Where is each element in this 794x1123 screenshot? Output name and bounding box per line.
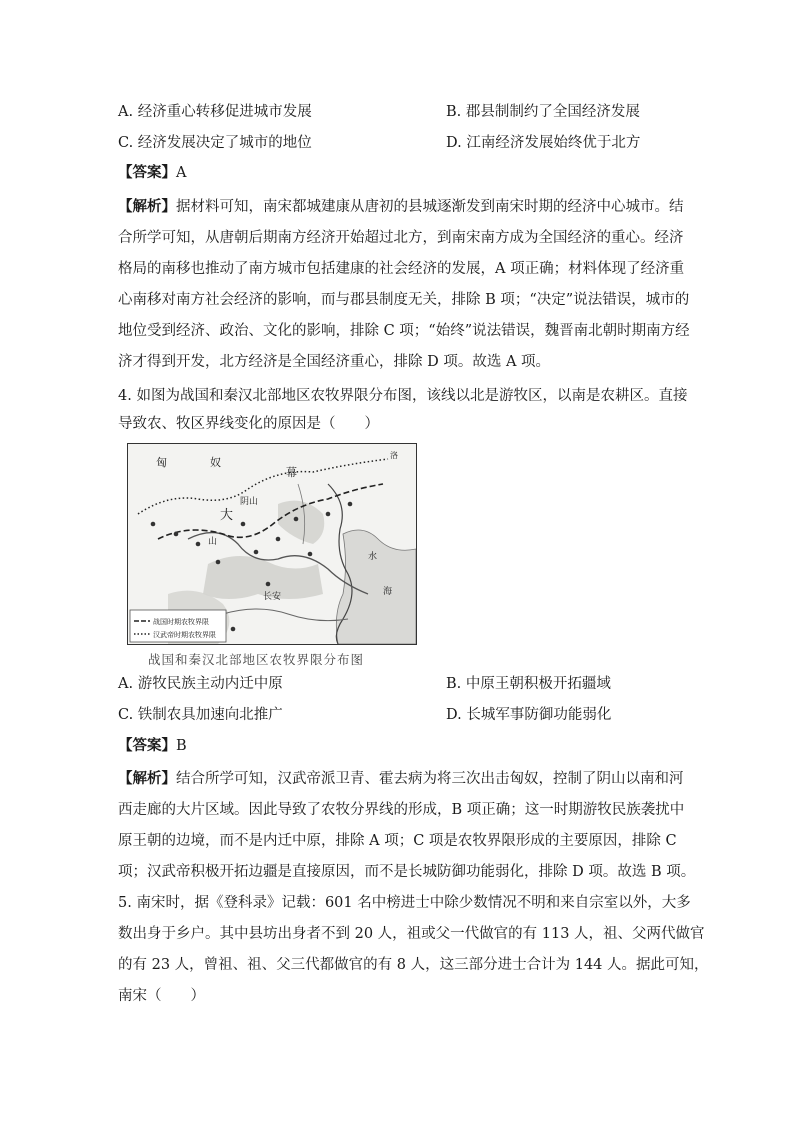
wei-river — [223, 609, 348, 621]
q3-analysis-line: 心南移对南方社会经济的影响，而与郡县制度无关，排除 B 项；“决定”说法错误，城市的 — [118, 292, 690, 308]
q5-stem-line: 南宋（ ） — [118, 988, 205, 1004]
q3-option-d: D. 江南经济发展始终优于北方 — [446, 135, 641, 151]
q3-option-c: C. 经济发展决定了城市的地位 — [118, 135, 312, 151]
map-caption: 战国和秦汉北部地区农牧界限分布图 — [148, 652, 365, 667]
city-dot — [151, 522, 156, 527]
q4-stem-line: 导致农、牧区界线变化的原因是（ ） — [118, 416, 379, 432]
label-hai: 海 — [383, 587, 393, 597]
q3-answer — [118, 163, 698, 183]
city-dot — [254, 550, 259, 555]
label-xiongnu-2: 奴 — [210, 456, 221, 469]
city-dot — [294, 517, 299, 522]
sea-area — [336, 530, 416, 644]
q3-analysis-line: 济才得到开发，北方经济是全国经济重心，排除 D 项。故选 A 项。 — [118, 354, 551, 370]
map-figure — [128, 444, 416, 644]
label-yinshan: 阴山 — [240, 497, 259, 507]
label-da: 大 — [220, 508, 234, 523]
label-changan: 长安 — [263, 592, 282, 602]
q5-stem-line: 的有 23 人，曾祖、祖、父三代都做官的有 8 人，这三部分进士合计为 144 人。据此可知， — [118, 957, 709, 973]
q4-answer — [118, 736, 698, 756]
city-dot — [266, 582, 271, 587]
q4-analysis-line: 【解析】结合所学可知，汉武帝派卫青、霍去病为将三次出击匈奴，控制了阴山以南和河 — [118, 770, 684, 787]
q4-stem-line: 4. 如图为战国和秦汉北部地区农牧界限分布图，该线以北是游牧区，以南是农耕区。直接 — [118, 388, 688, 404]
q4-option-b: B. 中原王朝积极开拓疆域 — [446, 676, 611, 692]
city-dot — [308, 552, 313, 557]
legend-han-label: 汉武帝时期农牧界限 — [153, 631, 216, 639]
q4-answer-value: B — [176, 738, 187, 754]
q4-option-d: D. 长城军事防御功能弱化 — [446, 707, 612, 723]
city-dot — [216, 560, 221, 565]
q4-option-a: A. 游牧民族主动内迁中原 — [118, 676, 283, 692]
historical-map — [127, 443, 417, 645]
q4-analysis-label: 【解析】 — [118, 770, 176, 787]
q5-stem-line: 5. 南宋时，据《登科录》记载：601 名中榜进士中除少数情况不明和来自宗室以外，大多 — [118, 895, 691, 911]
q3-analysis-line: 【解析】据材料可知，南宋都城建康从唐初的县城逐渐发到南宋时期的经济中心城市。结 — [118, 198, 684, 215]
label-mu: 幕 — [286, 466, 297, 479]
label-xiongnu-1: 匈 — [156, 456, 167, 469]
city-dot — [348, 502, 353, 507]
warring-states-boundary — [158, 484, 383, 539]
q3-analysis-label: 【解析】 — [118, 198, 176, 215]
q4-answer-label: 【答案】 — [118, 737, 176, 754]
q4-option-c: C. 铁制农具加速向北推广 — [118, 707, 283, 723]
label-shui: 水 — [368, 552, 378, 562]
city-dot — [326, 512, 331, 517]
city-dot — [276, 537, 281, 542]
q3-option-a: A. 经济重心转移促进城市发展 — [118, 104, 312, 120]
city-dot — [174, 532, 179, 537]
q4-analysis-line: 项；汉武帝积极开拓边疆是直接原因，而不是长城防御功能弱化，排除 D 项。故选 B 项。 — [118, 864, 696, 880]
label-shan: 山 — [208, 537, 218, 547]
q3-analysis-line: 地位受到经济、政治、文化的影响，排除 C 项；“始终”说法错误，魏晋南北朝时期南方经 — [118, 323, 690, 339]
city-dot — [231, 627, 236, 632]
city-dot — [241, 522, 246, 527]
q5-stem-line: 数出身于乡户。其中县坊出身者不到 20 人，祖或父一代做官的有 113 人，祖、父两代做官 — [118, 926, 705, 942]
legend-warring-label: 战国时期农牧界限 — [153, 618, 209, 626]
label-luo: 洛 — [390, 451, 398, 460]
q4-analysis-line: 原王朝的边境，而不是内迁中原，排除 A 项；C 项是农牧界限形成的主要原因，排除 C — [118, 833, 677, 849]
city-dot — [196, 542, 201, 547]
q3-answer-label: 【答案】 — [118, 164, 176, 181]
q3-analysis-line: 格局的南移也推动了南方城市包括建康的社会经济的发展，A 项正确；材料体现了经济重 — [118, 261, 685, 277]
q3-answer-value: A — [176, 165, 187, 181]
q4-analysis-line: 西走廊的大片区域。因此导致了农牧分界线的形成，B 项正确；这一时期游牧民族袭扰中 — [118, 802, 685, 818]
q3-analysis-line: 合所学可知，从唐朝后期南方经济开始超过北方，到南宋南方成为全国经济的重心。经济 — [118, 230, 684, 246]
q3-option-b: B. 郡县制制约了全国经济发展 — [446, 104, 640, 120]
